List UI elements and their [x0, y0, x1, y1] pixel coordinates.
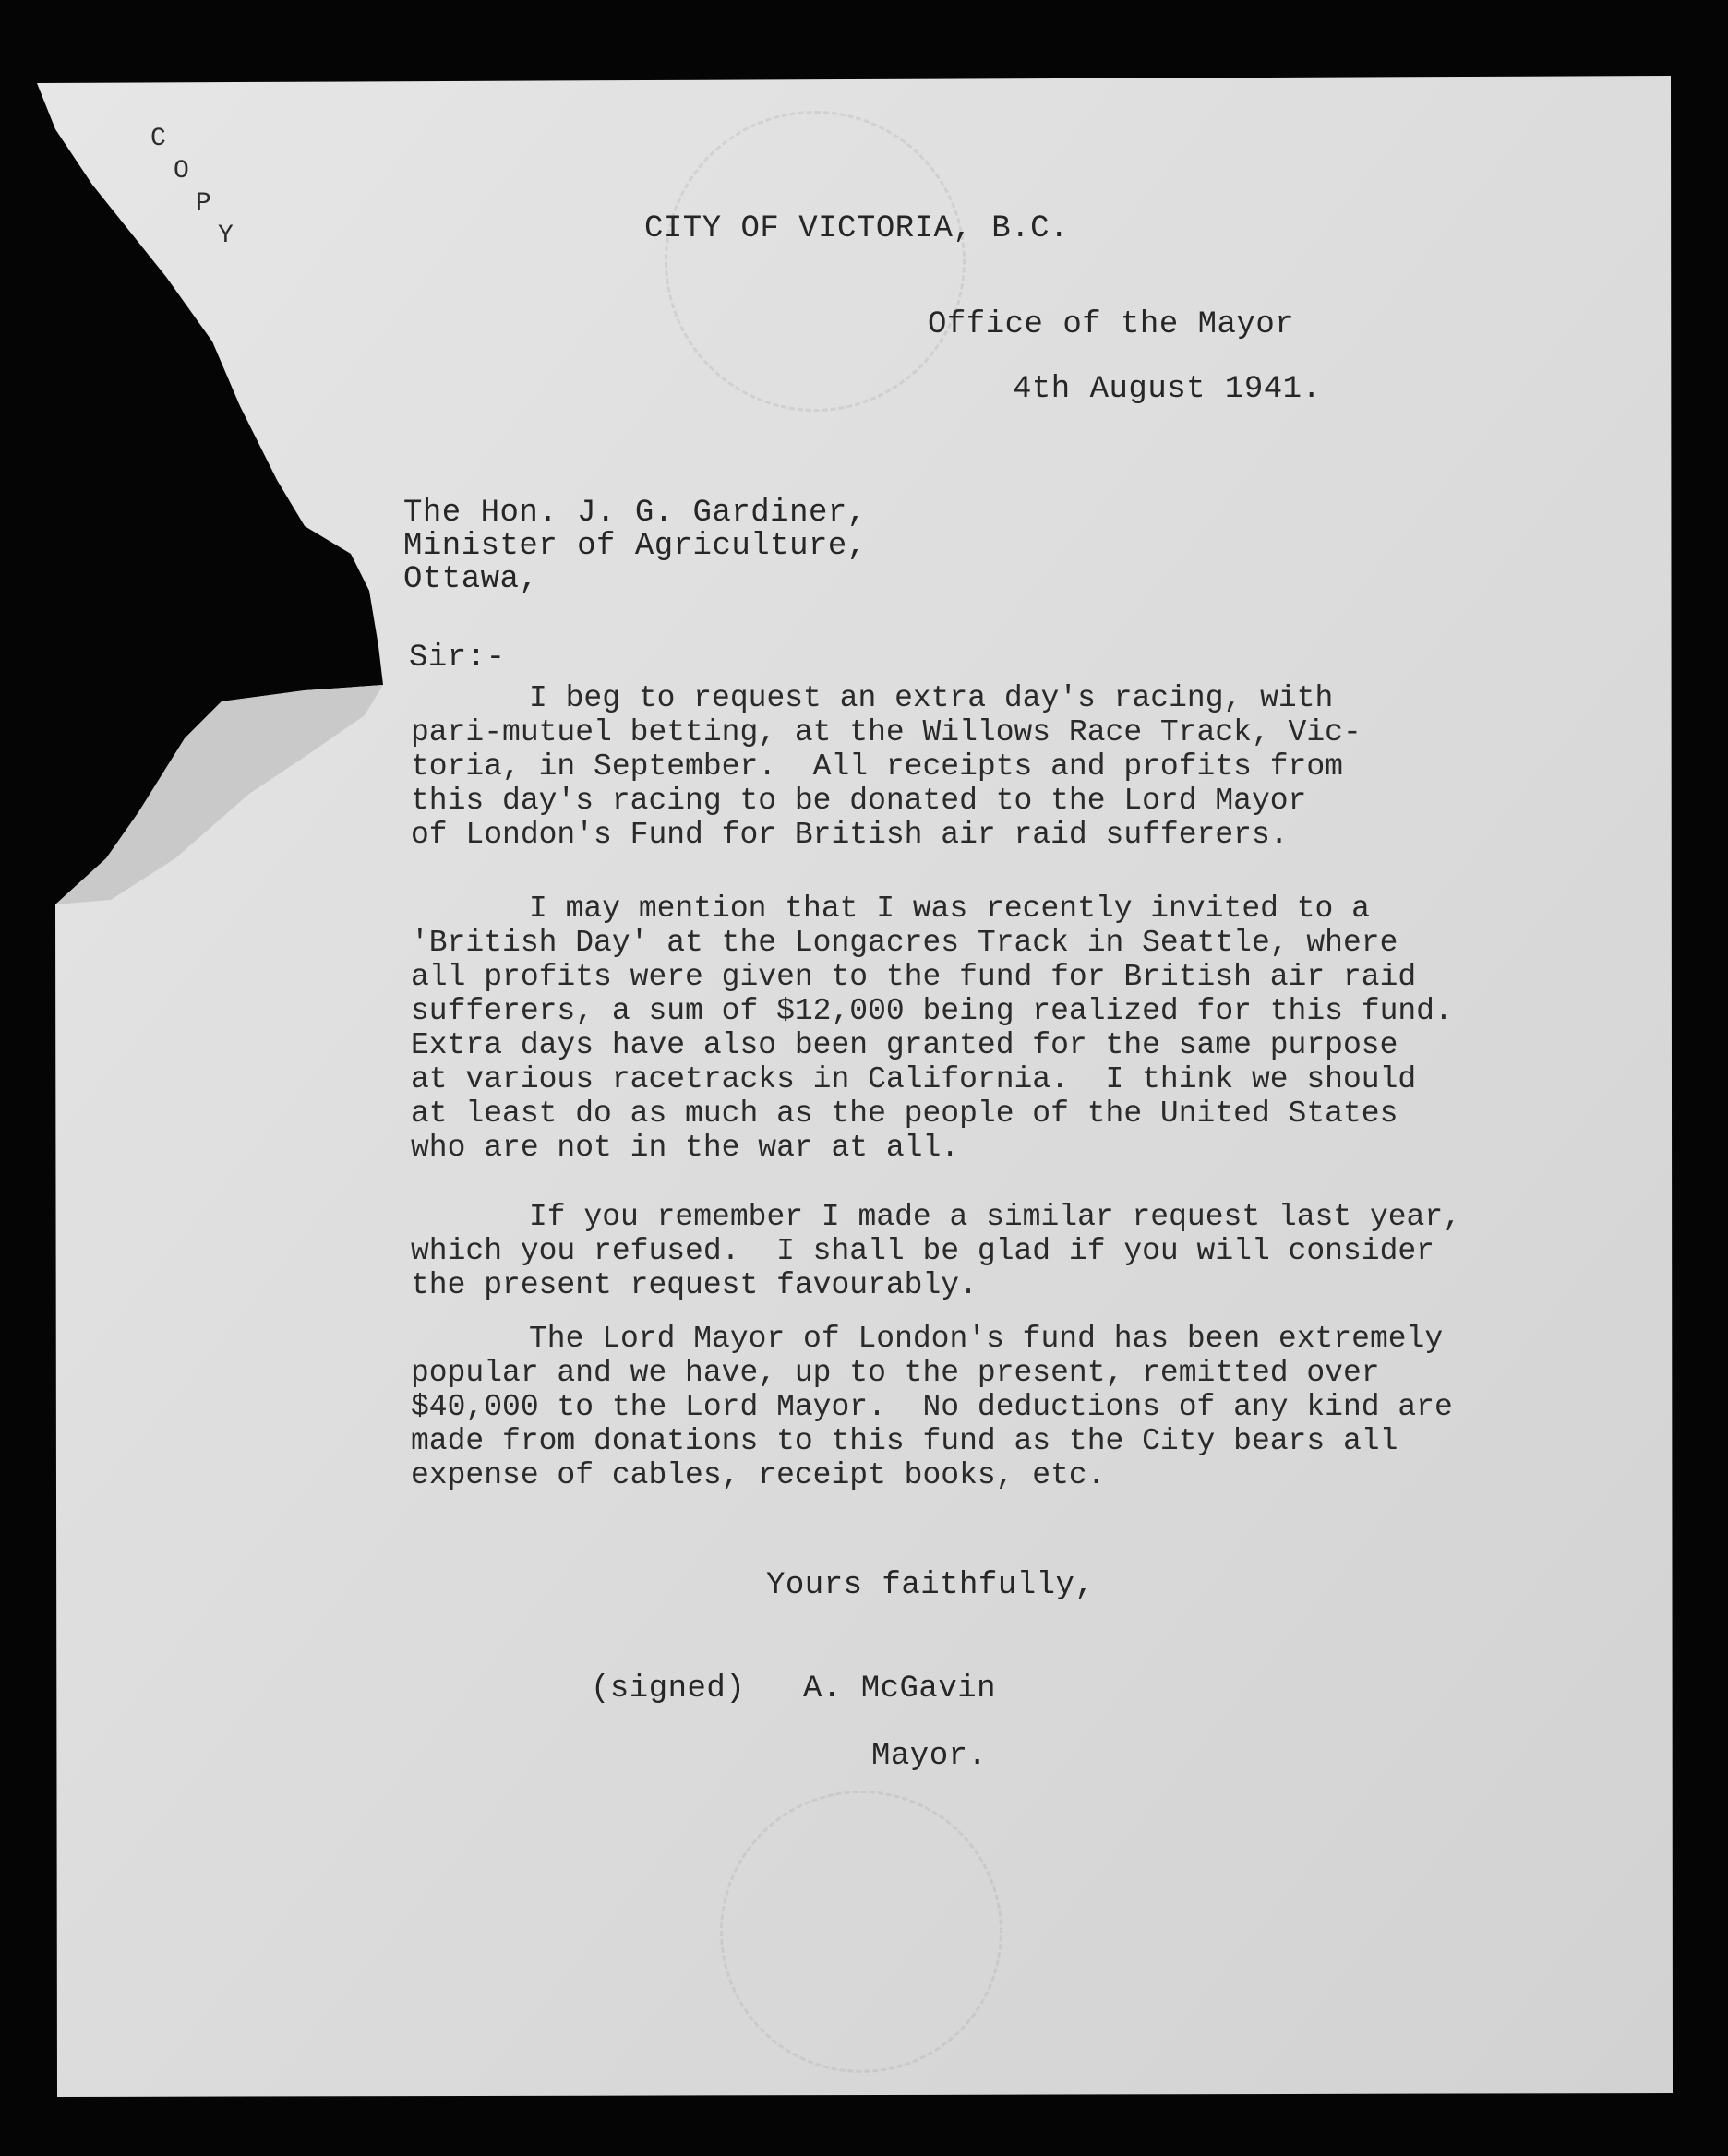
paragraph-line: who are not in the war at all. — [411, 1131, 960, 1165]
paragraph-line: pari-mutuel betting, at the Willows Race Track, Vic- — [411, 715, 1362, 749]
paragraph-3 — [411, 1200, 1611, 1302]
faint-seal-top — [665, 111, 966, 412]
letterhead-title: CITY OF VICTORIA, B.C. — [644, 211, 1069, 246]
copy-mark-c: C — [150, 125, 166, 153]
addressee-line-3: Ottawa, — [403, 562, 539, 597]
salutation: Sir:- — [409, 641, 506, 676]
paragraph-line: 'British Day' at the Longacres Track in Seattle, where — [411, 926, 1398, 960]
copy-mark-p: P — [196, 189, 211, 218]
paragraph-line: $40,000 to the Lord Mayor. No deductions of any kind are — [411, 1390, 1453, 1424]
paragraph-line: at various racetracks in California. I think we should — [411, 1062, 1417, 1096]
paragraph-line: popular and we have, up to the present, remitted over — [411, 1356, 1380, 1390]
paragraph-line: made from donations to this fund as the City bears all — [411, 1424, 1398, 1458]
signature-title: Mayor. — [871, 1739, 988, 1774]
paragraph-1 — [411, 681, 1611, 852]
office-line: Office of the Mayor — [928, 307, 1295, 342]
paragraph-line: The Lord Mayor of London's fund has been extremely — [529, 1322, 1444, 1356]
paragraph-line: all profits were given to the fund for British air raid — [411, 960, 1417, 994]
addressee-line-2: Minister of Agriculture, — [403, 529, 867, 564]
paragraph-line: which you refused. I shall be glad if you will consider — [411, 1234, 1434, 1268]
copy-mark-o: O — [174, 157, 189, 186]
copy-mark-y: Y — [218, 222, 234, 250]
paragraph-line: expense of cables, receipt books, etc. — [411, 1458, 1106, 1492]
signature-prefix: (signed) — [591, 1671, 746, 1707]
paragraph-line: If you remember I made a similar request last year, — [529, 1200, 1461, 1234]
addressee-line-1: The Hon. J. G. Gardiner, — [403, 496, 867, 531]
letter-date: 4th August 1941. — [1013, 372, 1322, 407]
paragraph-line: the present request favourably. — [411, 1268, 978, 1302]
paragraph-line: Extra days have also been granted for the same purpose — [411, 1028, 1398, 1062]
paragraph-line: at least do as much as the people of the United States — [411, 1096, 1398, 1131]
paragraph-line: of London's Fund for British air raid sufferers. — [411, 818, 1289, 852]
paragraph-4 — [411, 1322, 1611, 1492]
paragraph-line: toria, in September. All receipts and profits from — [411, 749, 1343, 784]
paragraph-line: this day's racing to be donated to the Lord Mayor — [411, 784, 1307, 818]
paragraph-line: I beg to request an extra day's racing, with — [529, 681, 1334, 715]
closing: Yours faithfully, — [766, 1568, 1095, 1603]
paragraph-line: I may mention that I was recently invited to a — [529, 892, 1370, 926]
paragraph-2 — [411, 892, 1611, 1165]
paragraph-line: sufferers, a sum of $12,000 being realized for this fund. — [411, 994, 1453, 1028]
faint-seal-bottom — [720, 1791, 1002, 2073]
signature-name: A. McGavin — [803, 1671, 997, 1707]
